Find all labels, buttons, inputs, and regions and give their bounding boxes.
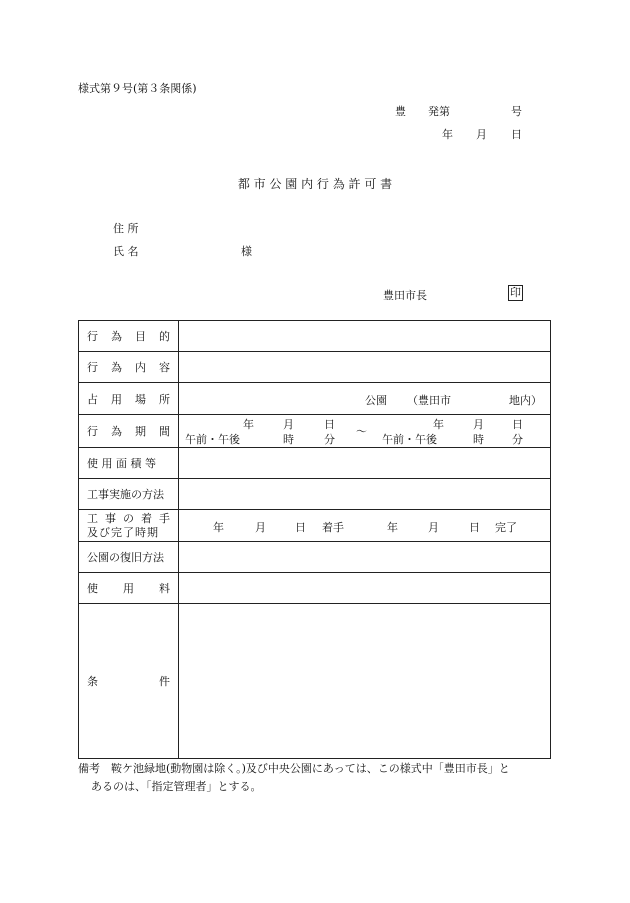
label-construction-timing (79, 510, 179, 542)
label-restoration: 公園の復旧方法 (79, 542, 179, 573)
name-label: 氏 名 (113, 245, 139, 258)
construction-end-month: 月 (428, 521, 439, 534)
label-char: 着 (141, 511, 152, 525)
label-char: 間 (159, 425, 170, 438)
label-char: 場 (135, 392, 146, 406)
construction-start: 着手 (322, 521, 344, 534)
value-place[interactable] (179, 383, 551, 415)
label-char: 件 (159, 675, 170, 688)
construction-start-month: 月 (255, 521, 266, 534)
period-start-minute: 分 (324, 433, 335, 446)
row-construction-timing (79, 510, 551, 542)
label-construction-method: 工事実施の方法 (79, 479, 179, 510)
value-conditions[interactable] (179, 604, 551, 759)
row-construction-method (79, 479, 551, 510)
label-area: 使 用 面 積 等 (79, 448, 179, 479)
label-place (79, 383, 179, 415)
seal-mark: 印 (510, 286, 521, 299)
date-year: 年 (442, 128, 453, 141)
honorific: 様 (241, 245, 252, 258)
period-end-minute: 分 (512, 433, 523, 446)
label-purpose (79, 321, 179, 352)
remarks-line1: 備考 鞍ケ池緑地(動物園は除く。)及び中央公園にあっては、この様式中「豊田市長」と (78, 762, 510, 775)
period-tilde: ～ (356, 425, 367, 438)
period-end-hour: 時 (473, 433, 484, 446)
row-period (79, 415, 551, 448)
row-conditions (79, 604, 551, 759)
date-day: 日 (511, 128, 522, 141)
label-char: 手 (159, 511, 170, 525)
label-char: 工 (87, 511, 98, 525)
form-number: 様式第９号(第３条関係) (78, 82, 197, 95)
label-period (79, 415, 179, 448)
label-fee (79, 573, 179, 604)
address-label: 住 所 (113, 222, 139, 235)
construction-complete: 完了 (495, 521, 517, 534)
value-construction-timing[interactable] (179, 510, 551, 542)
doc-number-mid: 発第 (428, 105, 450, 118)
label-content (79, 352, 179, 383)
label-char: 占 (87, 392, 98, 406)
place-city: （豊田市 (407, 394, 451, 407)
period-start-month: 月 (283, 418, 294, 431)
label-char: 為 (111, 330, 122, 343)
period-start-hour: 時 (283, 433, 294, 446)
row-fee (79, 573, 551, 604)
label-char: 行 (87, 330, 98, 343)
seal-box (508, 285, 523, 301)
remarks-line2: あるのは、「指定管理者」とする。 (91, 780, 262, 793)
label-char: 料 (159, 582, 170, 595)
label-char: 用 (123, 582, 134, 595)
period-end-year: 年 (433, 418, 444, 431)
label-char: 為 (111, 361, 122, 374)
period-end-month: 月 (473, 418, 484, 431)
value-content[interactable] (179, 352, 551, 383)
construction-end-day: 日 (469, 521, 480, 534)
row-content (79, 352, 551, 383)
construction-start-year: 年 (213, 521, 224, 534)
construction-end-year: 年 (387, 521, 398, 534)
period-start-year: 年 (243, 418, 254, 431)
row-area (79, 448, 551, 479)
label-char: 使 (87, 582, 98, 595)
label-char: 事 (105, 511, 116, 525)
value-area[interactable] (179, 448, 551, 479)
issuer-title: 豊田市長 (383, 289, 427, 302)
period-end-day: 日 (512, 418, 523, 431)
permit-table (78, 320, 551, 759)
value-restoration[interactable] (179, 542, 551, 573)
row-restoration (79, 542, 551, 573)
label-char: 行 (87, 361, 98, 374)
value-construction-method[interactable] (179, 479, 551, 510)
label-char: 的 (159, 330, 170, 343)
label-char: 条 (87, 675, 98, 688)
label-char: 期 (135, 425, 146, 438)
place-within: 地内） (509, 394, 542, 407)
label-char: 内 (135, 361, 146, 374)
label-char: 用 (111, 392, 122, 406)
value-purpose[interactable] (179, 321, 551, 352)
label-char: 為 (111, 425, 122, 438)
period-end-ampm: 午前・午後 (382, 433, 437, 446)
place-park: 公園 (365, 394, 387, 407)
doc-number-suffix: 号 (511, 105, 522, 118)
label-char: 行 (87, 425, 98, 438)
doc-number-prefix: 豊 (395, 105, 406, 118)
label-line2: 及び完了時期 (87, 525, 159, 539)
row-place (79, 383, 551, 415)
period-start-day: 日 (324, 418, 335, 431)
construction-start-day: 日 (295, 521, 306, 534)
label-char: 目 (135, 330, 146, 343)
label-char: 所 (159, 392, 170, 406)
document-title: 都 市 公 園 内 行 為 許 可 書 (237, 177, 393, 191)
label-conditions (79, 604, 179, 759)
value-period[interactable] (179, 415, 551, 448)
period-start-ampm: 午前・午後 (185, 433, 240, 446)
label-char: の (123, 511, 134, 525)
label-char: 容 (159, 361, 170, 374)
value-fee[interactable] (179, 573, 551, 604)
row-purpose (79, 321, 551, 352)
date-month: 月 (476, 128, 487, 141)
